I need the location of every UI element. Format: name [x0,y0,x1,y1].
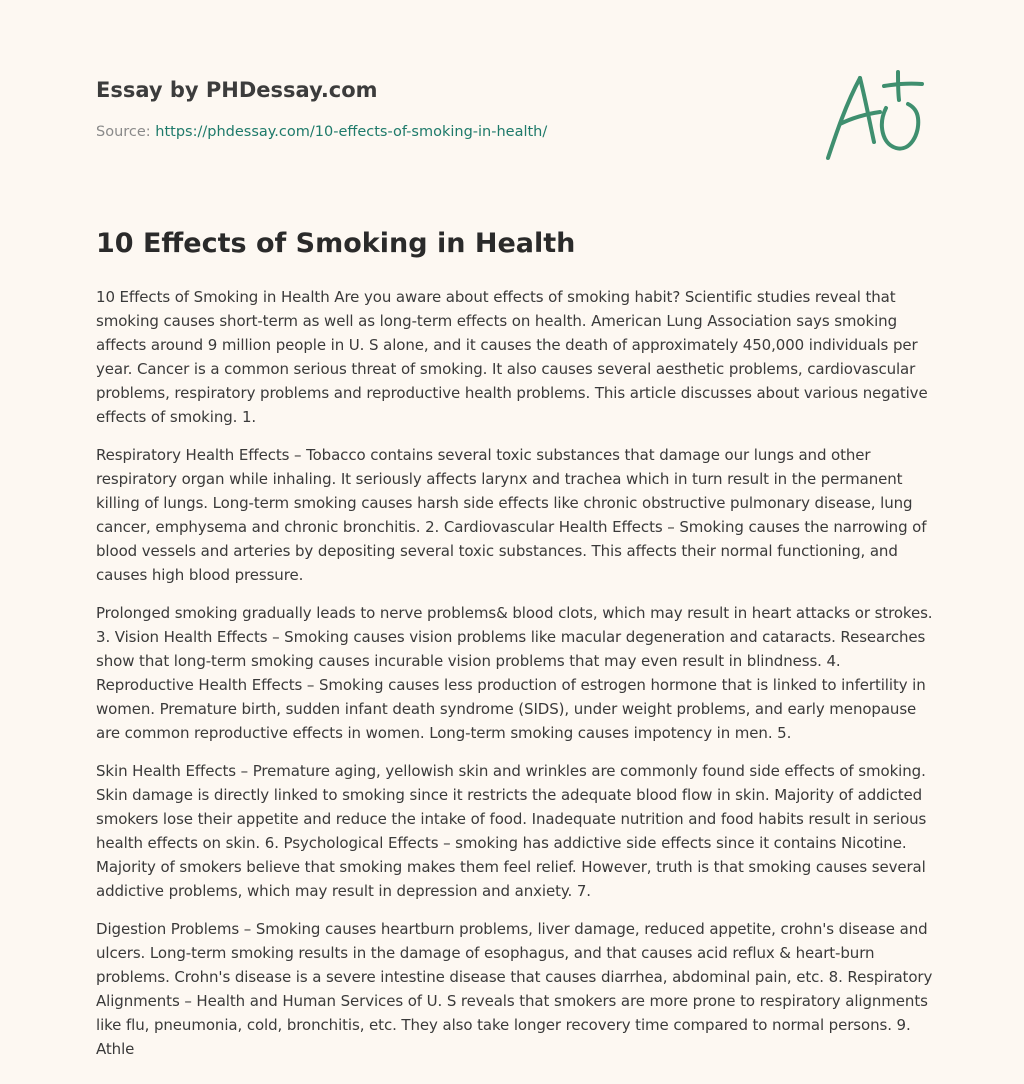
article-body [96,285,938,1075]
site-title: Essay by PHDessay.com [96,78,378,102]
source-link[interactable]: https://phdessay.com/10-effects-of-smoking-in-health/ [155,124,548,140]
article-title: 10 Effects of Smoking in Health [96,228,576,259]
paragraph: Skin Health Effects – Premature aging, yellowish skin and wrinkles are commonly found side effects of smoking. Skin damage is directly linked to smoking since it restricts the adequate blood flow in skin. Majority of addicted smokers lose their appetite and reduce the intake of food. Inadequate nutrition and food habits result in serious health effects on skin. 6. Psychological Effects – smoking has addictive side effects since it contains Nicotine. Majority of smokers believe that smoking makes them feel relief. However, truth is that smoking causes several addictive problems, which may result in depression and anxiety. 7. [96,762,927,900]
source-line [96,122,796,142]
essay-header [96,72,796,142]
a-plus-grade-icon [822,68,926,164]
paragraph: 10 Effects of Smoking in Health Are you aware about effects of smoking habit? Scientific studies reveal that smoking causes short-term as well as long-term effects on health. American Lung Association says smoking affects around 9 million people in U. S alone, and it causes the death of approximately 450,000 individuals per year. Cancer is a common serious threat of smoking. It also causes several aesthetic problems, cardiovascular problems, respiratory problems and reproductive health problems. This article discusses about various negative effects of smoking. 1. [96,288,928,426]
paragraph: Prolonged smoking gradually leads to nerve problems& blood clots, which may result in heart attacks or strokes. 3. Vision Health Effects – Smoking causes vision problems like macular degeneration and cataracts. Researches show that long-term smoking causes incurable vision problems that may even result in blindness. 4. Reproductive Health Effects – Smoking causes less production of estrogen hormone that is linked to infertility in women. Premature birth, sudden infant death syndrome (SIDS), under weight problems, and early menopause are common reproductive effects in women. Long-term smoking causes impotency in men. 5. [96,604,933,742]
paragraph: Respiratory Health Effects – Tobacco contains several toxic substances that damage our lungs and other respiratory organ while inhaling. It seriously affects larynx and trachea which in turn result in the permanent killing of lungs. Long-term smoking causes harsh side effects like chronic obstructive pulmonary disease, lung cancer, emphysema and chronic bronchitis. 2. Cardiovascular Health Effects – Smoking causes the narrowing of blood vessels and arteries by depositing several toxic substances. This affects their normal functioning, and causes high blood pressure. [96,446,927,584]
source-label: Source: [96,124,151,140]
paragraph: Digestion Problems – Smoking causes heartburn problems, liver damage, reduced appetite, crohn's disease and ulcers. Long-term smoking results in the damage of esophagus, and that causes acid reflux & heart-burn problems. Crohn's disease is a severe intestine disease that causes diarrhea, abdominal pain, etc. 8. Respiratory Alignments – Health and Human Services of U. S reveals that smokers are more prone to respiratory alignments like flu, pneumonia, cold, bronchitis, etc. They also take longer recovery time compared to normal persons. 9. Athle [96,920,933,1058]
